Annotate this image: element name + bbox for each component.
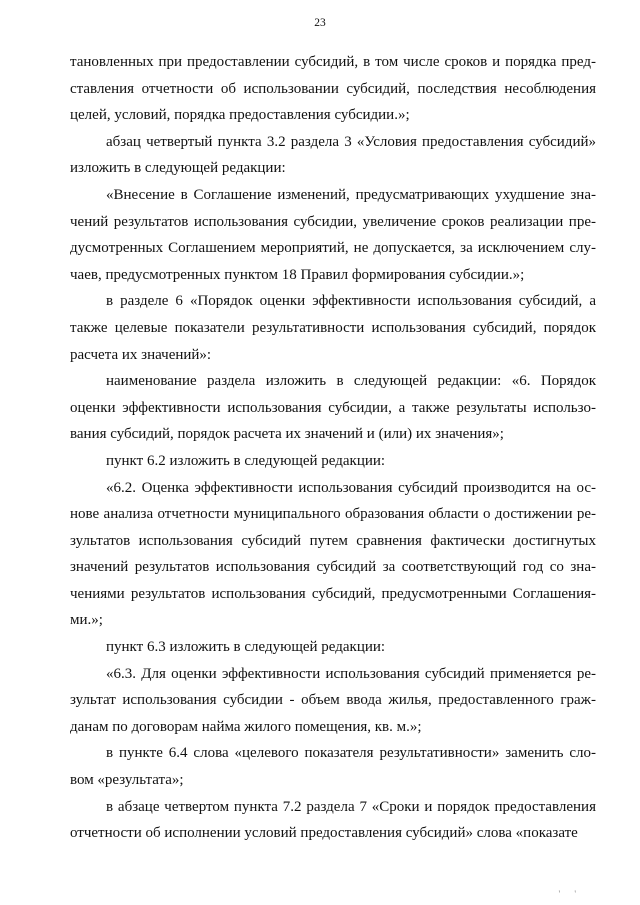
- paragraph-6: пункт 6.2 изложить в следующей редакции:: [106, 452, 386, 469]
- page-number: 23: [314, 17, 326, 29]
- paragraph-2: абзац четвертый пункта 3.2 раздела 3 «Условия предоставления субсидий» изложить в следующей редакции:: [70, 133, 596, 177]
- paragraph-5: наименование раздела изложить в следующей редакции: «6. Порядок оценки эффективности использования субсидии, а также результаты использования субсидий, порядок расчета их значений и (или) их значения»;: [70, 373, 596, 443]
- paragraph-7: «6.2. Оценка эффективности использования субсидий производится на основе анализа отчетности муниципального образования области о достижении результатов использования субсидий путем сравнения фактически достигнутых значений результатов использования субсидий за соответствующий год со значениями результатов использования субсидий, предусмотренными Соглашениями.»;: [70, 479, 596, 629]
- scan-mark: ' ': [558, 889, 582, 899]
- paragraph-9: «6.3. Для оценки эффективности использования субсидий применяется результат использования субсидии - объем ввода жилья, предоставленного гражданам по договорам найма жилого помещения, кв. м.»;: [70, 665, 596, 735]
- paragraph-8: пункт 6.3 изложить в следующей редакции:: [106, 639, 386, 656]
- paragraph-11: в абзаце четвертом пункта 7.2 раздела 7 «Сроки и порядок предоставления отчетности об исполнении условий предоставления субсидий» слова «показате: [70, 798, 596, 842]
- paragraph-4: в разделе 6 «Порядок оценки эффективности использования субсидий, а также целевые показатели результативности использования субсидий, порядок расчета их значений»:: [70, 293, 596, 363]
- document-body: [70, 49, 596, 847]
- paragraph-1: тановленных при предоставлении субсидий, в том числе сроков и порядка представления отчетности об использовании субсидий, последствия несоблюдения целей, условий, порядка предоставления субсидии.»;: [70, 54, 596, 124]
- paragraph-3: «Внесение в Соглашение изменений, предусматривающих ухудшение значений результатов использования субсидии, увеличение сроков реализации предусмотренных Соглашением мероприятий, не допускается, за исключением случаев, предусмотренных пунктом 18 Правил формирования субсидии.»;: [70, 186, 596, 283]
- paragraph-10: в пункте 6.4 слова «целевого показателя результативности» заменить словом «результата»;: [70, 745, 596, 789]
